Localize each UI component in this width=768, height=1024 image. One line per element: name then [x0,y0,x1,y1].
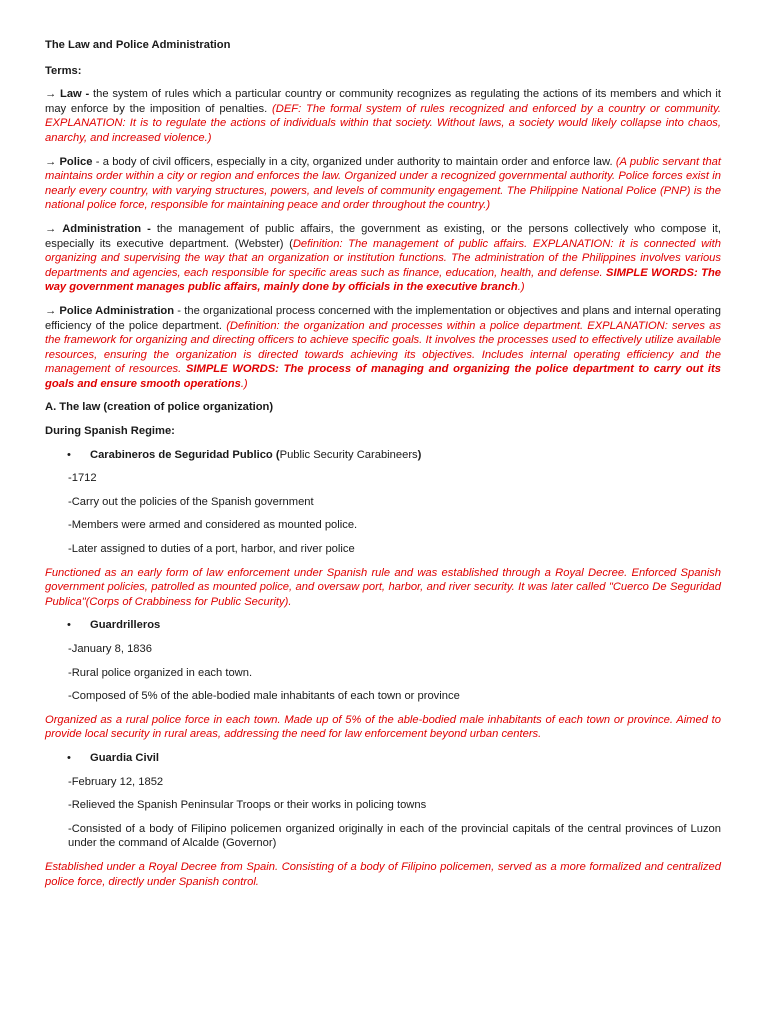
document-page [45,38,721,898]
term-note: (DEF: The formal system of rules recognized and enforced by a country or community. EXPLANATION: It is to regulate the actions of individuals within that society. Without laws, a society would likely collapse into chaos, anarchy, and increased violence.) [45,102,721,144]
term-definition: the management of public affairs, the government as existing, or the persons collectively who compose it, especially its executive department. (Webster) ( [45,222,721,250]
org-name: Guardrilleros [90,619,161,632]
org-note: Established under a Royal Decree from Spain. Consisting of a body of Filipino policemen, served as a more formalized and centralized police force, directly under Spanish control. [45,860,721,888]
org-name: Carabineros de Seguridad Publico ( [90,448,280,461]
org-detail: -Later assigned to duties of a port, harbor, and river police [68,543,355,556]
document-title: The Law and Police Administration [45,39,231,51]
org-detail: -February 12, 1852 [68,775,164,788]
org-note: Functioned as an early form of law enforcement under Spanish rule and was established through a Royal Decree. Enforced Spanish government policies, patrolled as mounted police, and oversaw port, harbor, and river security. It was later called "Cuerco De Seguridad Publica"(Corps of Crabbiness for Public Security). [45,566,721,608]
term-name: Law - [59,88,90,101]
org-detail: -January 8, 1836 [68,643,152,655]
bullet-icon: • [67,751,71,764]
arrow-icon: → [45,88,57,101]
term-name: Police [59,155,93,168]
section-heading: A. The law (creation of police organization) [45,401,274,414]
org-detail: -Rural police organized in each town. [68,666,253,679]
term-note-bold: SIMPLE WORDS: The way government manages public affairs, mainly done by officials in the executive branch [45,266,721,294]
org-note: Organized as a rural police force in each town. Made up of 5% of the able-bodied male inhabitants of each town or province. Aimed to provide local security in rural areas, addressing the need for law enforcement beyond urban centers. [45,713,721,741]
org-name: Guardia Civil [90,751,160,764]
org-guardrilleros [45,618,721,633]
org-carabineros [45,448,721,463]
org-guardia-civil [45,751,721,766]
term-definition: - a body of civil officers, especially in a city, organized under authority to maintain order and enforce law. [92,155,616,168]
term-name: Administration - [62,222,151,235]
org-detail: -Carry out the policies of the Spanish government [68,495,314,508]
bullet-icon: • [67,619,71,632]
term-definition: the system of rules which a particular country or community recognizes as regulating the actions of its members and which it may enforce by the imposition of penalties. [45,88,722,115]
org-name-close: ) [417,448,422,461]
term-note: Definition: The management of public affairs. EXPLANATION: it is connected with organizing and supervising the way that an organization or institution functions. The administration of the Philippines involves various departments and agencies, each responsible for specific areas such as finance, education, health, and defense. [45,237,721,279]
term-law [45,87,721,145]
term-name: Police Administration [59,304,175,317]
arrow-icon: → [45,155,57,168]
term-administration [45,222,721,295]
term-note-end: .) [517,281,525,294]
term-definition: - the organizational process concerned with the implementation or objectives and plans and internal operating efficiency of the police department. [45,304,721,332]
org-detail: -Relieved the Spanish Peninsular Troops or their works in policing towns [68,799,427,812]
term-note-end: .) [240,377,248,390]
bullet-icon: • [67,448,71,461]
arrow-icon: → [45,222,57,235]
term-police [45,155,721,213]
term-note: (Definition: the organization and processes within a police department. EXPLANATION: serves as the framework for organizing and directing officers to achieve specific goals. It involves the processes used to effectively utilize available resources, ensuring the organization is directed towards achieving its objectives. Includes internal operating efficiency and the management of resources. [45,319,721,376]
org-detail: -Consisted of a body of Filipino policemen organized originally in each of the provincial capitals of the central provinces of Luzon under the command of Alcalde (Governor) [68,822,721,850]
term-note-bold: SIMPLE WORDS: The process of managing and organizing the police department to carry out its goals and ensure smooth operations [45,363,721,390]
term-police-administration [45,304,721,392]
arrow-icon: → [45,304,57,317]
terms-heading: Terms: [45,64,82,77]
org-detail: -Members were armed and considered as mounted police. [68,519,358,532]
subsection-heading: During Spanish Regime: [45,425,175,438]
term-note: (A public servant that maintains order within a city or region and enforces the law. Organized under a recognized governmental authority. Police forces exist in nearly every country, with varying structures, powers, and levels of community engagement. The Philippine National Police (PNP) is the national police force, responsible for maintaining peace and order throughout the country.) [45,155,721,212]
org-detail: -1712 [68,472,97,485]
org-detail: -Composed of 5% of the able-bodied male inhabitants of each town or province [68,690,460,703]
org-name-translation: Public Security Carabineers [279,448,418,461]
